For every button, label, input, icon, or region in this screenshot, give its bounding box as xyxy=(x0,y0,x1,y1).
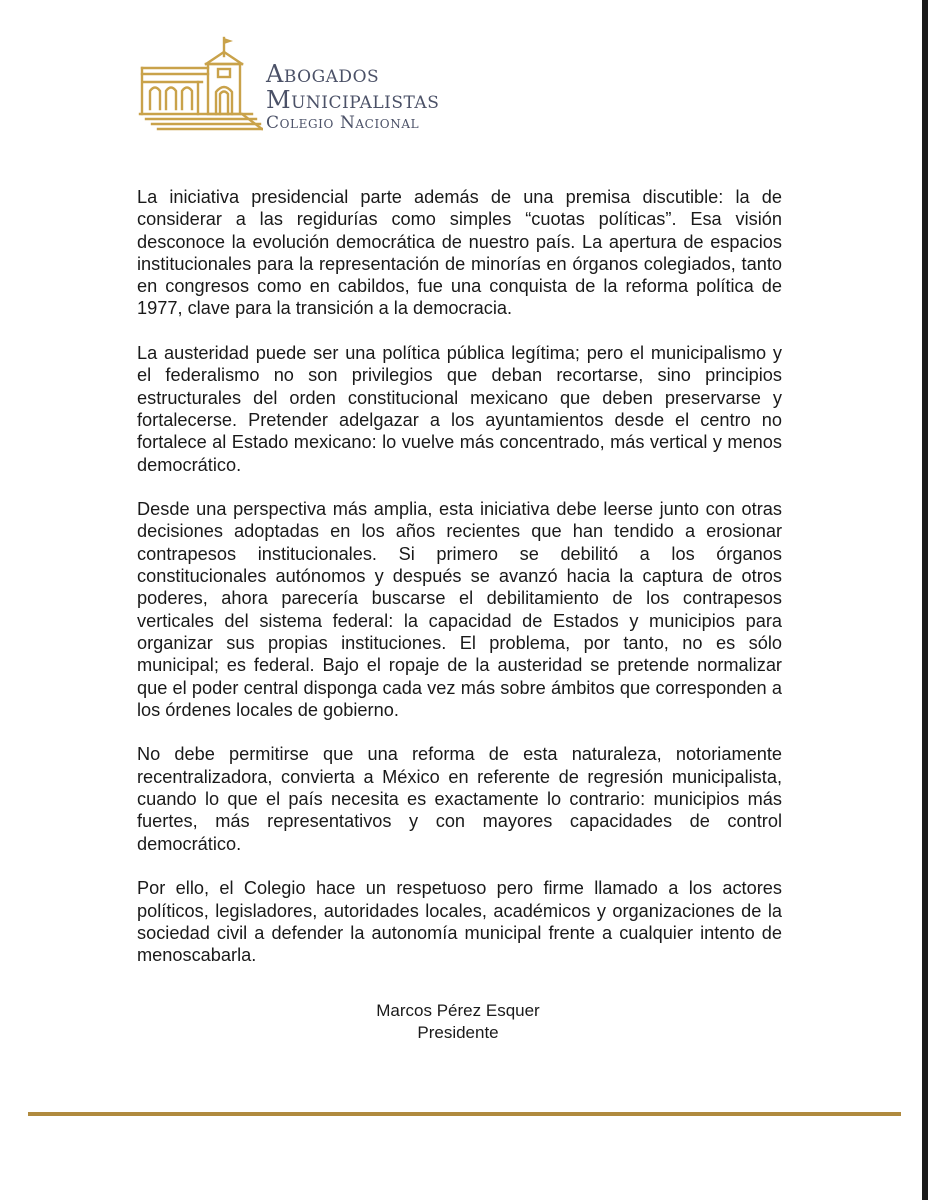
signatory-name: Marcos Pérez Esquer xyxy=(376,1001,540,1020)
logo-line-municipalistas: Municipalistas xyxy=(266,86,440,114)
logo-line-abogados: Abogados xyxy=(266,60,380,88)
organization-logo xyxy=(138,34,468,134)
paragraph: La austeridad puede ser una política pública legítima; pero el municipalismo y el federalismo no son privilegios que deban recortarse, sino principios estructurales del orden constitucional mexicano que deben preservarse y fortalecerse. Pretender adelgazar a los ayuntamientos desde el centro no fortalece al Estado mexicano: lo vuelve más concentrado, más vertical y menos democrático. xyxy=(137,343,782,475)
page-edge xyxy=(922,0,928,1200)
footer-divider xyxy=(28,1112,901,1116)
municipal-building-icon xyxy=(138,34,263,134)
signatory-title: Presidente xyxy=(417,1023,499,1042)
paragraph: Desde una perspectiva más amplia, esta iniciativa debe leerse junto con otras decisiones adoptadas en los años recientes que han tendido a erosionar contrapesos institucionales. Si primero se debilitó a los órganos constitucionales autónomos y después se avanzó hacia la captura de otros poderes, ahora parecería buscarse el debilitamiento de los contrapesos verticales del sistema federal: la capacidad de Estados y municipios para organizar sus propias instituciones. El problema, por tanto, no es sólo municipal; es federal. Bajo el ropaje de la austeridad se pretende normalizar que el poder central disponga cada vez más sobre ámbitos que corresponden a los órdenes locales de gobierno. xyxy=(137,499,782,720)
paragraph: Por ello, el Colegio hace un respetuoso pero firme llamado a los actores políticos, legisladores, autoridades locales, académicos y organizaciones de la sociedad civil a defender la autonomía municipal frente a cualquier intento de menoscabarla. xyxy=(137,878,782,966)
paragraph: No debe permitirse que una reforma de esta naturaleza, notoriamente recentralizadora, convierta a México en referente de regresión municipalista, cuando lo que el país necesita es exactamente lo contrario: municipios más fuertes, más representativos y con mayores capacidades de control democrático. xyxy=(137,744,782,854)
paragraph: La iniciativa presidencial parte además de una premisa discutible: la de considerar a las regidurías como simples “cuotas políticas”. Esa visión desconoce la evolución democrática de nuestro país. La apertura de espacios institucionales para la representación de minorías en órganos colegiados, tanto en congresos como en cabildos, fue una conquista de la reforma política de 1977, clave para la transición a la democracia. xyxy=(137,187,782,319)
logo-wordmark xyxy=(266,62,439,132)
logo-line-colegio-nacional: Colegio Nacional xyxy=(266,113,420,133)
letter-body xyxy=(137,186,782,989)
